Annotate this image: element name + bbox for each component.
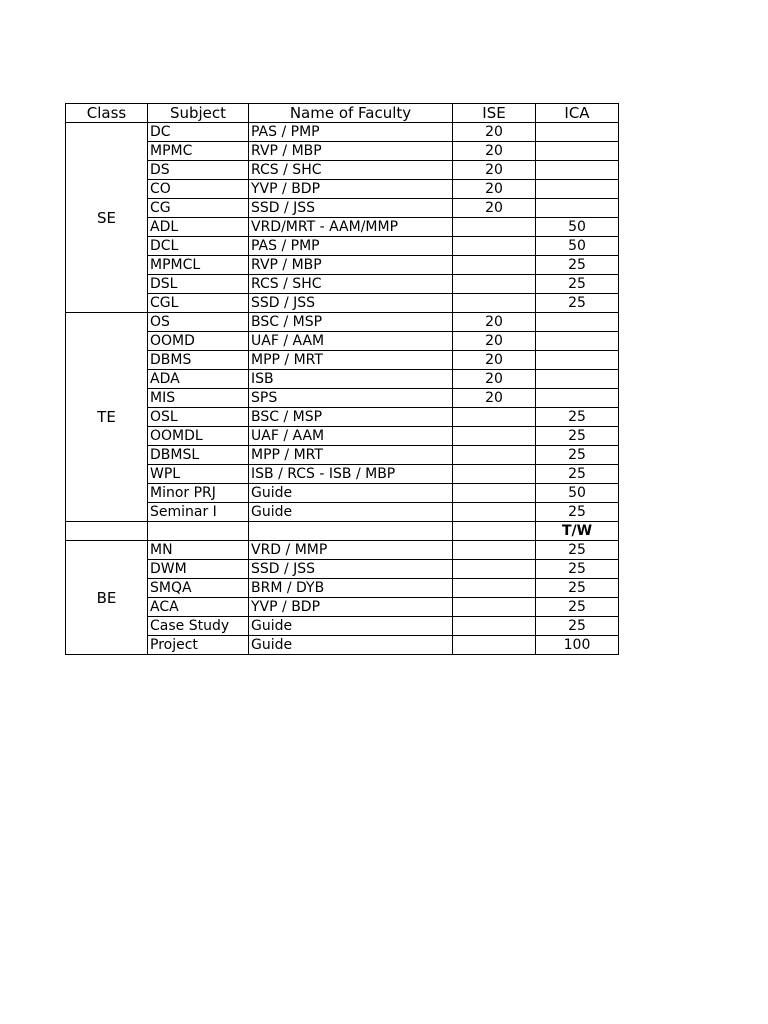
ica-cell xyxy=(536,389,619,408)
table-row xyxy=(66,199,619,218)
faculty-cell: RCS / SHC xyxy=(249,161,453,180)
ica-cell xyxy=(536,370,619,389)
ise-cell xyxy=(453,446,536,465)
faculty-cell: Guide xyxy=(249,636,453,655)
table-row xyxy=(66,598,619,617)
table-row xyxy=(66,560,619,579)
table-row xyxy=(66,123,619,142)
faculty-cell: PAS / PMP xyxy=(249,237,453,256)
tw-empty-ise xyxy=(453,522,536,541)
table-row xyxy=(66,218,619,237)
table-body xyxy=(66,123,619,655)
faculty-cell: BSC / MSP xyxy=(249,313,453,332)
ica-cell: 25 xyxy=(536,541,619,560)
table-row xyxy=(66,351,619,370)
faculty-cell: MPP / MRT xyxy=(249,351,453,370)
faculty-cell: SPS xyxy=(249,389,453,408)
ica-cell: 25 xyxy=(536,465,619,484)
subject-cell: OS xyxy=(148,313,249,332)
header-class: Class xyxy=(66,104,148,123)
ise-cell xyxy=(453,465,536,484)
table-row xyxy=(66,142,619,161)
subject-cell: MPMCL xyxy=(148,256,249,275)
ica-cell xyxy=(536,199,619,218)
ise-cell xyxy=(453,275,536,294)
table-row xyxy=(66,541,619,560)
subject-cell: Seminar I xyxy=(148,503,249,522)
tw-label: T/W xyxy=(536,522,619,541)
subject-cell: Minor PRJ xyxy=(148,484,249,503)
faculty-cell: RCS / SHC xyxy=(249,275,453,294)
ica-cell: 25 xyxy=(536,408,619,427)
faculty-cell: SSD / JSS xyxy=(249,294,453,313)
ise-cell xyxy=(453,636,536,655)
faculty-cell: PAS / PMP xyxy=(249,123,453,142)
faculty-cell: RVP / MBP xyxy=(249,256,453,275)
table-row xyxy=(66,256,619,275)
ise-cell: 20 xyxy=(453,389,536,408)
subject-cell: CG xyxy=(148,199,249,218)
subject-cell: CGL xyxy=(148,294,249,313)
table-row xyxy=(66,180,619,199)
subject-cell: DC xyxy=(148,123,249,142)
table-row xyxy=(66,617,619,636)
subject-cell: DWM xyxy=(148,560,249,579)
ise-cell xyxy=(453,484,536,503)
ica-cell: 25 xyxy=(536,579,619,598)
class-cell-te: TE xyxy=(66,313,148,522)
subject-cell: Case Study xyxy=(148,617,249,636)
ica-cell xyxy=(536,180,619,199)
ica-cell: 25 xyxy=(536,427,619,446)
subject-cell: WPL xyxy=(148,465,249,484)
faculty-allocation-table xyxy=(65,103,619,655)
ise-cell: 20 xyxy=(453,370,536,389)
table-row xyxy=(66,370,619,389)
ica-cell: 25 xyxy=(536,598,619,617)
faculty-cell: UAF / AAM xyxy=(249,427,453,446)
ise-cell: 20 xyxy=(453,161,536,180)
ise-cell: 20 xyxy=(453,313,536,332)
ica-cell: 25 xyxy=(536,560,619,579)
ica-cell xyxy=(536,313,619,332)
class-cell-se: SE xyxy=(66,123,148,313)
ica-cell xyxy=(536,123,619,142)
ise-cell: 20 xyxy=(453,142,536,161)
tw-row xyxy=(66,522,619,541)
ise-cell xyxy=(453,294,536,313)
tw-empty-faculty xyxy=(249,522,453,541)
ica-cell: 50 xyxy=(536,218,619,237)
ica-cell xyxy=(536,161,619,180)
ica-cell xyxy=(536,142,619,161)
faculty-cell: YVP / BDP xyxy=(249,180,453,199)
faculty-cell: BRM / DYB xyxy=(249,579,453,598)
table-row xyxy=(66,237,619,256)
table-row xyxy=(66,446,619,465)
subject-cell: CO xyxy=(148,180,249,199)
ise-cell xyxy=(453,598,536,617)
faculty-cell: ISB / RCS - ISB / MBP xyxy=(249,465,453,484)
subject-cell: DS xyxy=(148,161,249,180)
faculty-cell: YVP / BDP xyxy=(249,598,453,617)
ica-cell: 25 xyxy=(536,294,619,313)
table-row xyxy=(66,503,619,522)
header-subject: Subject xyxy=(148,104,249,123)
ise-cell: 20 xyxy=(453,180,536,199)
ise-cell xyxy=(453,579,536,598)
ica-cell: 25 xyxy=(536,256,619,275)
ica-cell: 25 xyxy=(536,617,619,636)
ise-cell xyxy=(453,218,536,237)
subject-cell: DBMSL xyxy=(148,446,249,465)
faculty-cell: ISB xyxy=(249,370,453,389)
subject-cell: OSL xyxy=(148,408,249,427)
faculty-cell: UAF / AAM xyxy=(249,332,453,351)
ica-cell: 50 xyxy=(536,237,619,256)
table-row xyxy=(66,408,619,427)
table-row xyxy=(66,161,619,180)
faculty-cell: Guide xyxy=(249,617,453,636)
subject-cell: SMQA xyxy=(148,579,249,598)
ise-cell xyxy=(453,237,536,256)
header-faculty: Name of Faculty xyxy=(249,104,453,123)
ica-cell: 25 xyxy=(536,275,619,294)
table-row xyxy=(66,275,619,294)
ise-cell: 20 xyxy=(453,123,536,142)
ica-cell xyxy=(536,351,619,370)
tw-empty-subject xyxy=(148,522,249,541)
subject-cell: DCL xyxy=(148,237,249,256)
subject-cell: ACA xyxy=(148,598,249,617)
faculty-cell: RVP / MBP xyxy=(249,142,453,161)
subject-cell: OOMD xyxy=(148,332,249,351)
subject-cell: ADA xyxy=(148,370,249,389)
subject-cell: MPMC xyxy=(148,142,249,161)
table-row xyxy=(66,579,619,598)
faculty-cell: Guide xyxy=(249,503,453,522)
subject-cell: Project xyxy=(148,636,249,655)
ise-cell: 20 xyxy=(453,199,536,218)
header-ise: ISE xyxy=(453,104,536,123)
ise-cell xyxy=(453,427,536,446)
class-cell-be: BE xyxy=(66,541,148,655)
subject-cell: OOMDL xyxy=(148,427,249,446)
tw-empty-class xyxy=(66,522,148,541)
ica-cell: 25 xyxy=(536,503,619,522)
faculty-cell: VRD / MMP xyxy=(249,541,453,560)
header-ica: ICA xyxy=(536,104,619,123)
subject-cell: MN xyxy=(148,541,249,560)
faculty-cell: SSD / JSS xyxy=(249,560,453,579)
subject-cell: MIS xyxy=(148,389,249,408)
faculty-cell: SSD / JSS xyxy=(249,199,453,218)
ise-cell xyxy=(453,408,536,427)
table-row xyxy=(66,294,619,313)
ica-cell: 100 xyxy=(536,636,619,655)
faculty-cell: Guide xyxy=(249,484,453,503)
ise-cell xyxy=(453,617,536,636)
ica-cell: 25 xyxy=(536,446,619,465)
table-row xyxy=(66,332,619,351)
faculty-cell: BSC / MSP xyxy=(249,408,453,427)
ise-cell xyxy=(453,541,536,560)
subject-cell: DSL xyxy=(148,275,249,294)
table-row xyxy=(66,465,619,484)
ise-cell xyxy=(453,503,536,522)
table-row xyxy=(66,427,619,446)
header-row xyxy=(66,104,619,123)
faculty-cell: VRD/MRT - AAM/MMP xyxy=(249,218,453,237)
ise-cell: 20 xyxy=(453,332,536,351)
table-row xyxy=(66,636,619,655)
table-row xyxy=(66,313,619,332)
subject-cell: ADL xyxy=(148,218,249,237)
ise-cell: 20 xyxy=(453,351,536,370)
table-row xyxy=(66,484,619,503)
faculty-cell: MPP / MRT xyxy=(249,446,453,465)
ise-cell xyxy=(453,256,536,275)
subject-cell: DBMS xyxy=(148,351,249,370)
ica-cell: 50 xyxy=(536,484,619,503)
ica-cell xyxy=(536,332,619,351)
table-row xyxy=(66,389,619,408)
ise-cell xyxy=(453,560,536,579)
